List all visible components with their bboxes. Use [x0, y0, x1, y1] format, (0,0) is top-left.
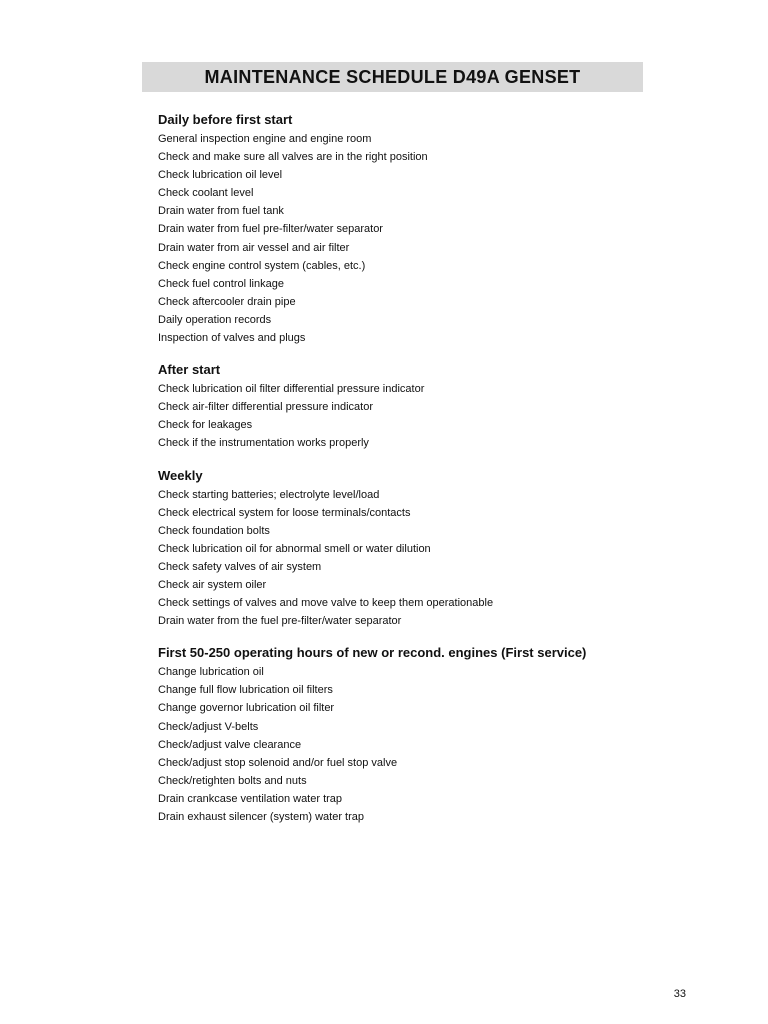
task-list [158, 130, 678, 347]
task-item: Check lubrication oil for abnormal smell or water dilution [158, 542, 431, 555]
task-item: Change governor lubrication oil filter [158, 702, 335, 715]
section-heading: Daily before first start [158, 112, 293, 127]
task-item: Check air-filter differential pressure indicator [158, 401, 373, 414]
task-list [158, 486, 678, 631]
task-list [158, 663, 678, 826]
task-item: Drain water from fuel tank [158, 205, 284, 218]
task-item: Check and make sure all valves are in the right position [158, 151, 428, 164]
task-item: Drain crankcase ventilation water trap [158, 792, 343, 805]
title-bar [142, 62, 643, 92]
page-number: 33 [673, 988, 686, 1000]
task-item: Check/retighten bolts and nuts [158, 774, 307, 787]
section-after-start [158, 360, 678, 452]
task-item: Drain exhaust silencer (system) water trap [158, 811, 365, 823]
task-item: Drain water from air vessel and air filter [158, 241, 350, 254]
task-item: Check starting batteries; electrolyte level/load [158, 488, 380, 501]
task-item: Check lubrication oil filter differential pressure indicator [158, 383, 425, 396]
section-daily-before-first-start [158, 110, 678, 347]
task-item: Change lubrication oil [158, 666, 264, 679]
task-list [158, 380, 678, 452]
section-heading: Weekly [158, 467, 203, 483]
task-item: Check electrical system for loose terminals/contacts [158, 506, 411, 519]
task-item: Check safety valves of air system [158, 560, 322, 573]
schedule-content [158, 110, 678, 826]
task-item: Check air system oiler [158, 578, 267, 591]
task-item: Check aftercooler drain pipe [158, 295, 296, 308]
task-item: Check coolant level [158, 187, 254, 200]
task-item: Check if the instrumentation works properly [158, 437, 369, 450]
task-item: Check/adjust V-belts [158, 720, 259, 733]
task-item: Check lubrication oil level [158, 169, 283, 182]
page-title: MAINTENANCE SCHEDULE D49A GENSET [204, 66, 581, 87]
task-item: Check/adjust stop solenoid and/or fuel stop valve [158, 756, 398, 769]
task-item: Change full flow lubrication oil filters [158, 684, 333, 697]
section-heading: First 50-250 operating hours of new or recond. engines (First service) [158, 645, 587, 661]
task-item: Check engine control system (cables, etc.) [158, 259, 366, 272]
section-weekly [158, 466, 678, 631]
task-item: Check for leakages [158, 419, 253, 432]
task-item: Check fuel control linkage [158, 277, 284, 290]
task-item: Daily operation records [158, 313, 272, 326]
task-item: General inspection engine and engine room [158, 133, 372, 145]
task-item: Check settings of valves and move valve to keep them operationable [158, 597, 494, 610]
task-item: Drain water from fuel pre-filter/water separator [158, 223, 383, 236]
task-item: Check/adjust valve clearance [158, 738, 302, 751]
task-item: Drain water from the fuel pre-filter/water separator [158, 615, 402, 628]
task-item: Check foundation bolts [158, 524, 270, 537]
section-heading: After start [158, 362, 221, 378]
section-first-service [158, 643, 678, 826]
task-item: Inspection of valves and plugs [158, 332, 306, 345]
